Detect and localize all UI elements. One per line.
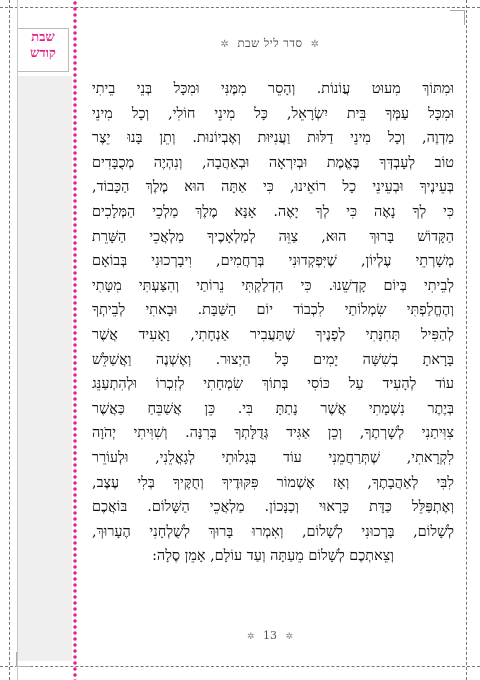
side-tab-label: שבת קודש (30, 30, 56, 61)
text-line: לְשָׁלוֹם, בָּרְכוּנִי לְשָׁלוֹם, וְאִמְרוּ בָּרוּךְ לְשֻׁלְחָנִי הֶעָרוּךְ, (92, 523, 454, 540)
margin-strip (18, 76, 72, 661)
prayer-body (92, 77, 454, 569)
text-line: בְּיֶתֶר נִשְׁמָתִי אֲשֶׁר נָתַתָּ בִּי. כֵּן אֲשַׁבֵּחַ כַּאֲשֶׁר (92, 400, 454, 417)
page-title: סדר ליל שבת (237, 36, 303, 50)
corner-mark-top-right (450, 10, 465, 25)
text-line: בָּרָאתָ בְשִׁשָּׁה יָמִים כָּל הַיְצוּר. וְאֶשְׁנֶה וַאֲשַׁלֵּשׁ (92, 351, 454, 368)
page-number: 13 (263, 629, 277, 642)
text-line: הַקָּדוֹשׁ בָּרוּךְ הוּא, צַוֵּה לְמַלְאָכֶיךָ מַלְאֲכֵי הַשָּׁרֵת (92, 228, 454, 245)
page-header (90, 36, 450, 50)
text-line: וְהֶחֱלַפְתִּי שִׂמְלוֹתַי לִכְבוֹד יוֹם הַשַּׁבָּת. וּבָאתִי לְבֵיתְךָ (92, 302, 454, 319)
page-footer (90, 629, 450, 642)
ornament-icon: ✲ (285, 632, 294, 642)
text-line: כִּי לְךָ נָאֶה כִּי לְךָ יָאֶה. אָנָּא מֶלֶךְ מַלְכֵי הַמְּלָכִים (92, 203, 454, 220)
text-line: לְהַפִּיל תְּחִנָּתִי לְפָנֶיךָ שֶׁתַּעֲבִיר אַנְחָתִי, וָאָעִיד אֲשֶׁר (92, 326, 454, 343)
dotted-border (72, 0, 78, 680)
ornament-icon: ✲ (246, 632, 255, 642)
ornament-icon: ✲ (220, 39, 230, 50)
ornament-icon: ✲ (310, 39, 320, 50)
text-line: וְצֵאתְכֶם לְשָׁלוֹם מֵעַתָּה וְעַד עוֹלָם, אָמֵן סֶלָה: (152, 548, 394, 565)
text-line: טוֹב לְעָבְדְּךָ בֶּאֱמֶת וּבְיִרְאָה וּבְאַהֲבָה, וְנִהְיֶה מְכֻבָּדִים (92, 154, 454, 171)
text-line: וּמִכָּל עַמְּךָ בֵּית יִשְׂרָאֵל, כָּל מִינֵי חוֹלִי, וְכָל מִינֵי (92, 105, 454, 122)
text-line: לְבֵיתִי בְּיוֹם קָדְשֵׁנוּ. כִּי הִדְלַקְתִּי נֵרוֹתַי וְהִצַּעְתִּי מִטָּתִי (92, 277, 454, 294)
text-line: בְּעֵינֶיךָ וּבְעֵינֵי כָל רוֹאֵינוּ, כִּי אַתָּה הוּא מֶלֶךְ הַכָּבוֹד, (92, 179, 454, 196)
text-line: וְאֶתְפַּלֵּל כַּדָּת כָּרָאוּי וְכַנָּכוֹן. מַלְאֲכֵי הַשָּׁלוֹם. בּוֹאֲכֶם (92, 499, 454, 516)
text-line: עוֹד לְהָעִיד עַל כּוֹסִי בְּתוֹךְ שִׂמְחָתִי לְזִכְרוֹ וּלְהִתְעַנֵּג (92, 376, 454, 393)
crop-mark-left (9, 0, 10, 680)
text-line: לִבִּי לְאַהֲבָתֶךָ, וְאָז אֶשְׁמוֹר פִּקּוּדֶיךָ וְחֻקֶּיךָ בְּלִי עֶצֶב, (92, 474, 454, 491)
crop-mark-right (466, 0, 467, 680)
text-line: וּמִתּוֹךְ מִעוּט עֲוֹנוֹת. וְהָסֵר מִמֶּנִּי וּמִכָּל בְּנֵי בֵיתִי (92, 81, 454, 97)
text-line: מַדְוֶה, וְכָל מִינֵי דַלּוּת וַעֲנִיּוּת וְאֶבְיוֹנוּת. וְתֵן בָּנוּ יֵצֶר (92, 130, 454, 147)
text-line: לִקְרָאתִי, שֶׁתְּרַחֲמֵנִי עוֹד בְּגָלוּתִי לְגָאֳלֵנִי, וּלְעוֹרֵר (92, 449, 454, 466)
text-line: מְשָׁרְתֵי עֶלְיוֹן, שֶׁיִּפְקְדוּנִי בְּרַחֲמִים, וִיבָרְכוּנִי בְּבוֹאָם (92, 253, 454, 270)
text-line: צִוִּיתַנִי לְשָׁרְתֶךָ, וְכֵן אַגִּיד גְּדֻלָּתְךָ בְּרִנָּה. וְשִׁוִּיתִי יְהֹוָה (92, 425, 454, 442)
